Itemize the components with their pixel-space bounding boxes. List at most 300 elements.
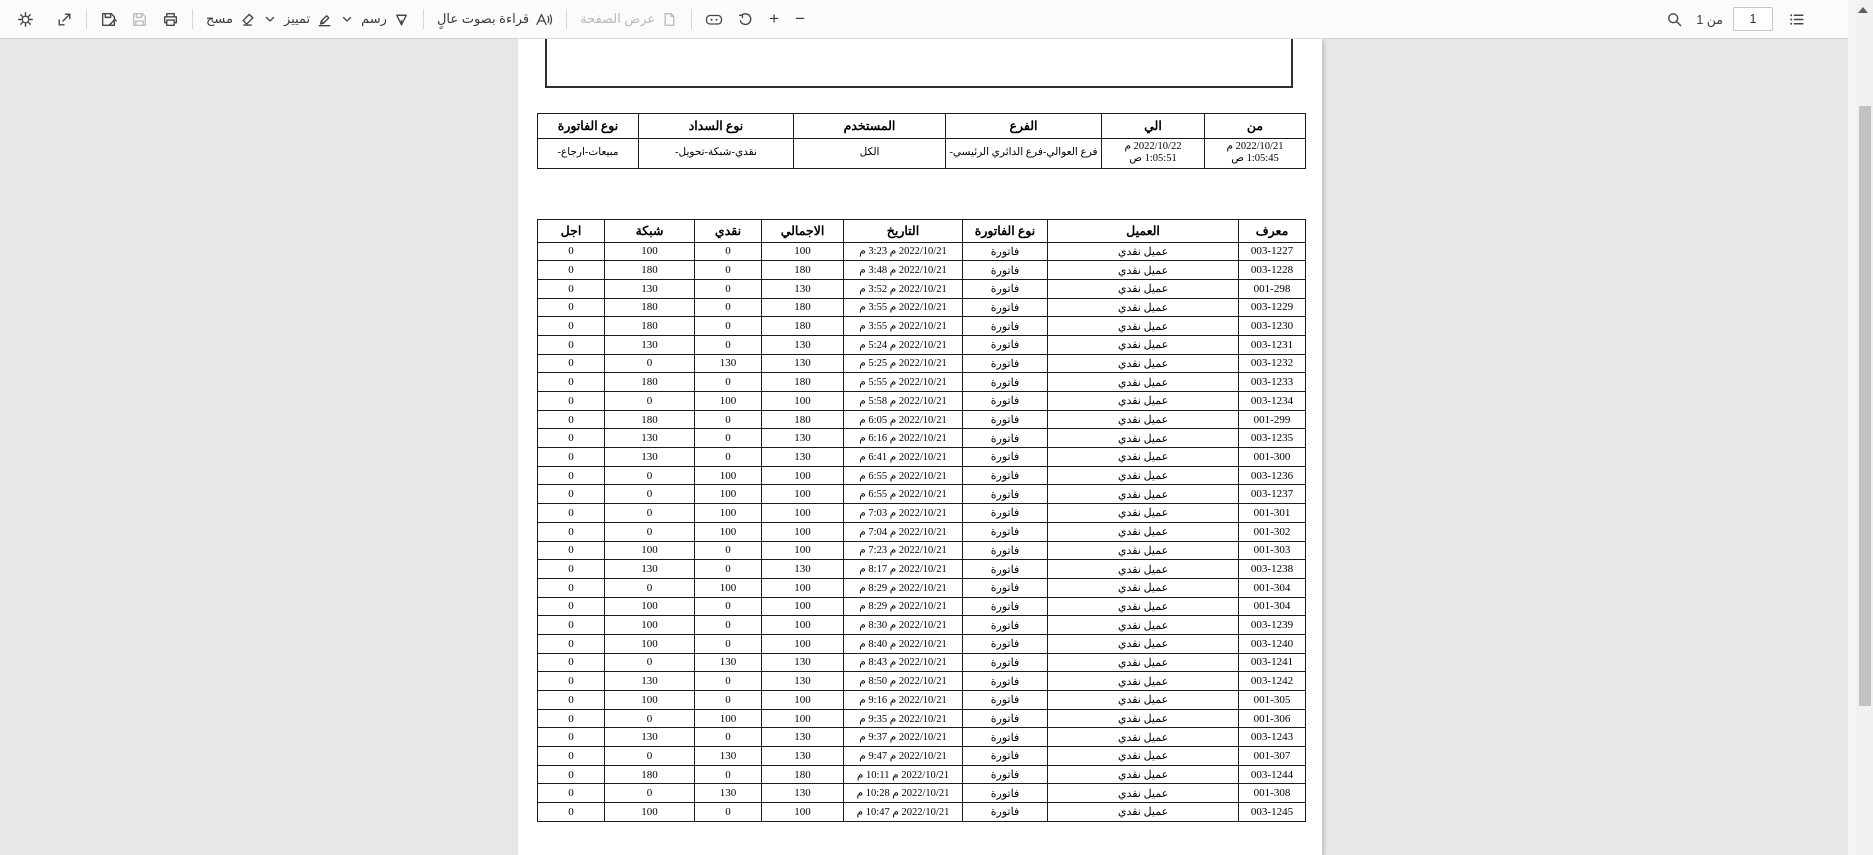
invoice-card: 100 xyxy=(605,541,695,560)
table-row xyxy=(538,803,1306,822)
zoom-in-button[interactable] xyxy=(761,4,787,34)
invoice-customer: عميل نقدي xyxy=(1048,504,1239,523)
invoice-type: فاتورة xyxy=(963,261,1048,280)
invoice-type: فاتورة xyxy=(963,354,1048,373)
invoice-cash: 0 xyxy=(695,541,762,560)
table-row xyxy=(538,466,1306,485)
invoice-date: 2022/10/21 م 3:23 م xyxy=(844,242,963,261)
invoice-card: 0 xyxy=(605,392,695,411)
invoice-card: 130 xyxy=(605,429,695,448)
invoice-id: 003-1228 xyxy=(1239,261,1306,280)
invoice-date: 2022/10/21 م 9:35 م xyxy=(844,709,963,728)
table-row xyxy=(538,298,1306,317)
invoice-customer: عميل نقدي xyxy=(1048,578,1239,597)
filter-column-header: نوع السداد xyxy=(639,114,794,139)
settings-button[interactable] xyxy=(10,4,41,34)
invoice-type: فاتورة xyxy=(963,653,1048,672)
invoice-total: 100 xyxy=(762,485,844,504)
invoice-customer: عميل نقدي xyxy=(1048,466,1239,485)
invoice-customer: عميل نقدي xyxy=(1048,354,1239,373)
invoice-total: 180 xyxy=(762,298,844,317)
invoice-credit: 0 xyxy=(538,279,605,298)
invoice-card: 130 xyxy=(605,279,695,298)
invoices-table xyxy=(537,219,1306,822)
invoice-id: 003-1231 xyxy=(1239,335,1306,354)
invoice-type: فاتورة xyxy=(963,504,1048,523)
toolbar-separator xyxy=(423,9,424,29)
filter-table xyxy=(537,113,1306,169)
invoice-card: 180 xyxy=(605,317,695,336)
invoice-cash: 0 xyxy=(695,242,762,261)
invoice-cash: 130 xyxy=(695,653,762,672)
invoice-credit: 0 xyxy=(538,634,605,653)
fullscreen-button[interactable] xyxy=(49,4,80,34)
invoice-credit: 0 xyxy=(538,616,605,635)
invoice-customer: عميل نقدي xyxy=(1048,728,1239,747)
invoice-customer: عميل نقدي xyxy=(1048,429,1239,448)
invoice-id: 001-302 xyxy=(1239,522,1306,541)
invoice-credit: 0 xyxy=(538,597,605,616)
invoice-card: 0 xyxy=(605,485,695,504)
invoice-date: 2022/10/21 م 8:29 م xyxy=(844,578,963,597)
table-row xyxy=(538,634,1306,653)
invoice-id: 003-1227 xyxy=(1239,242,1306,261)
filter-column-header: من xyxy=(1205,114,1306,139)
invoice-customer: عميل نقدي xyxy=(1048,317,1239,336)
page-icon xyxy=(661,11,678,28)
invoice-cash: 0 xyxy=(695,803,762,822)
page-view-button[interactable] xyxy=(573,4,685,34)
invoice-cash: 0 xyxy=(695,298,762,317)
page-view-label: عرض الصفحة xyxy=(580,11,656,26)
invoice-type: فاتورة xyxy=(963,279,1048,298)
invoice-card: 180 xyxy=(605,765,695,784)
page-number-input[interactable] xyxy=(1733,7,1773,31)
invoices-table-header-row xyxy=(538,220,1306,243)
table-row xyxy=(538,597,1306,616)
invoice-total: 130 xyxy=(762,784,844,803)
invoice-credit: 0 xyxy=(538,747,605,766)
invoice-customer: عميل نقدي xyxy=(1048,279,1239,298)
invoice-date: 2022/10/21 م 5:58 م xyxy=(844,392,963,411)
invoice-customer: عميل نقدي xyxy=(1048,709,1239,728)
invoice-id: 003-1229 xyxy=(1239,298,1306,317)
table-row xyxy=(538,616,1306,635)
table-row xyxy=(538,261,1306,280)
invoice-type: فاتورة xyxy=(963,448,1048,467)
invoice-cash: 130 xyxy=(695,784,762,803)
toolbar-separator xyxy=(86,9,87,29)
highlighter-icon xyxy=(316,11,333,28)
invoice-credit: 0 xyxy=(538,410,605,429)
invoice-type: فاتورة xyxy=(963,410,1048,429)
invoice-type: فاتورة xyxy=(963,616,1048,635)
invoice-credit: 0 xyxy=(538,373,605,392)
invoice-total: 130 xyxy=(762,728,844,747)
invoice-id: 001-307 xyxy=(1239,747,1306,766)
invoice-customer: عميل نقدي xyxy=(1048,747,1239,766)
invoice-type: فاتورة xyxy=(963,522,1048,541)
table-row xyxy=(538,691,1306,710)
invoice-id: 003-1241 xyxy=(1239,653,1306,672)
invoice-column-header: نوع الفاتورة xyxy=(963,220,1048,243)
toc-list-icon xyxy=(1788,11,1805,28)
scrollbar-up-arrow-icon[interactable] xyxy=(1858,7,1868,13)
invoice-id: 001-304 xyxy=(1239,578,1306,597)
invoice-card: 0 xyxy=(605,709,695,728)
invoice-date: 2022/10/21 م 10:47 م xyxy=(844,803,963,822)
invoice-column-header: معرف xyxy=(1239,220,1306,243)
save-button[interactable] xyxy=(124,4,155,34)
invoice-card: 130 xyxy=(605,335,695,354)
toolbar-separator xyxy=(566,9,567,29)
invoice-card: 0 xyxy=(605,354,695,373)
invoice-cash: 100 xyxy=(695,466,762,485)
erase-button[interactable] xyxy=(199,4,263,34)
invoice-card: 130 xyxy=(605,560,695,579)
invoice-cash: 0 xyxy=(695,429,762,448)
invoice-total: 180 xyxy=(762,410,844,429)
invoice-cash: 100 xyxy=(695,578,762,597)
invoice-type: فاتورة xyxy=(963,485,1048,504)
invoice-credit: 0 xyxy=(538,672,605,691)
invoice-type: فاتورة xyxy=(963,709,1048,728)
filter-value: مبيعات-ارجاع- xyxy=(538,139,639,169)
invoice-id: 001-305 xyxy=(1239,691,1306,710)
zoom-out-label: − xyxy=(795,9,806,28)
invoice-card: 180 xyxy=(605,373,695,392)
invoice-credit: 0 xyxy=(538,504,605,523)
invoice-id: 003-1236 xyxy=(1239,466,1306,485)
invoice-id: 001-299 xyxy=(1239,410,1306,429)
table-row xyxy=(538,429,1306,448)
invoice-id: 001-301 xyxy=(1239,504,1306,523)
invoice-column-header: العميل xyxy=(1048,220,1239,243)
invoice-cash: 0 xyxy=(695,672,762,691)
invoice-total: 130 xyxy=(762,354,844,373)
invoice-credit: 0 xyxy=(538,317,605,336)
pdf-content-area xyxy=(0,39,1848,855)
invoice-type: فاتورة xyxy=(963,672,1048,691)
invoice-cash: 0 xyxy=(695,728,762,747)
invoice-credit: 0 xyxy=(538,392,605,411)
invoice-id: 003-1234 xyxy=(1239,392,1306,411)
save-as-button[interactable] xyxy=(93,4,124,34)
invoice-id: 003-1238 xyxy=(1239,560,1306,579)
invoice-date: 2022/10/21 م 6:55 م xyxy=(844,466,963,485)
invoice-type: فاتورة xyxy=(963,373,1048,392)
invoice-total: 100 xyxy=(762,504,844,523)
invoice-id: 003-1232 xyxy=(1239,354,1306,373)
invoice-credit: 0 xyxy=(538,485,605,504)
invoice-credit: 0 xyxy=(538,261,605,280)
read-aloud-button[interactable] xyxy=(430,4,560,34)
invoice-card: 0 xyxy=(605,784,695,803)
invoice-credit: 0 xyxy=(538,784,605,803)
invoice-credit: 0 xyxy=(538,466,605,485)
invoice-column-header: اجل xyxy=(538,220,605,243)
invoice-type: فاتورة xyxy=(963,392,1048,411)
table-row xyxy=(538,373,1306,392)
filter-value: 2022/10/21 م 1:05:45 ص xyxy=(1205,139,1306,169)
invoice-card: 100 xyxy=(605,616,695,635)
invoice-date: 2022/10/21 م 8:50 م xyxy=(844,672,963,691)
invoice-customer: عميل نقدي xyxy=(1048,522,1239,541)
invoice-card: 0 xyxy=(605,504,695,523)
invoice-total: 130 xyxy=(762,653,844,672)
invoice-date: 2022/10/21 م 9:47 م xyxy=(844,747,963,766)
invoice-customer: عميل نقدي xyxy=(1048,765,1239,784)
invoice-credit: 0 xyxy=(538,429,605,448)
invoice-type: فاتورة xyxy=(963,429,1048,448)
invoice-date: 2022/10/21 م 10:11 م xyxy=(844,765,963,784)
table-row xyxy=(538,485,1306,504)
table-row xyxy=(538,578,1306,597)
table-row xyxy=(538,653,1306,672)
scrollbar xyxy=(1848,0,1873,855)
table-row xyxy=(538,728,1306,747)
invoice-type: فاتورة xyxy=(963,242,1048,261)
invoice-cash: 0 xyxy=(695,597,762,616)
table-row xyxy=(538,672,1306,691)
invoice-card: 100 xyxy=(605,597,695,616)
invoice-credit: 0 xyxy=(538,691,605,710)
filter-value: 2022/10/22 م 1:05:51 ص xyxy=(1102,139,1205,169)
invoice-customer: عميل نقدي xyxy=(1048,392,1239,411)
invoice-date: 2022/10/21 م 7:04 م xyxy=(844,522,963,541)
invoice-credit: 0 xyxy=(538,653,605,672)
invoice-total: 100 xyxy=(762,616,844,635)
invoice-credit: 0 xyxy=(538,578,605,597)
invoice-column-header: الاجمالي xyxy=(762,220,844,243)
invoice-cash: 130 xyxy=(695,747,762,766)
eraser-icon xyxy=(239,11,256,28)
pen-icon xyxy=(393,11,410,28)
invoice-date: 2022/10/21 م 6:55 م xyxy=(844,485,963,504)
invoice-date: 2022/10/21 م 7:03 م xyxy=(844,504,963,523)
invoice-cash: 0 xyxy=(695,448,762,467)
invoice-id: 003-1244 xyxy=(1239,765,1306,784)
invoice-id: 001-298 xyxy=(1239,279,1306,298)
read-aloud-icon xyxy=(535,11,553,28)
invoice-total: 100 xyxy=(762,242,844,261)
invoice-column-header: شبكة xyxy=(605,220,695,243)
print-button[interactable] xyxy=(155,4,186,34)
invoice-id: 003-1230 xyxy=(1239,317,1306,336)
filter-column-header: المستخدم xyxy=(794,114,946,139)
invoice-total: 100 xyxy=(762,392,844,411)
invoice-type: فاتورة xyxy=(963,298,1048,317)
invoice-customer: عميل نقدي xyxy=(1048,653,1239,672)
invoice-date: 2022/10/21 م 5:24 م xyxy=(844,335,963,354)
invoice-column-header: نقدي xyxy=(695,220,762,243)
table-row xyxy=(538,392,1306,411)
invoice-date: 2022/10/21 م 8:43 م xyxy=(844,653,963,672)
filter-value: نقدي-شبكة-تحويل- xyxy=(639,139,794,169)
invoice-customer: عميل نقدي xyxy=(1048,672,1239,691)
highlight-label: تمييز xyxy=(283,11,311,26)
invoice-customer: عميل نقدي xyxy=(1048,634,1239,653)
filter-column-header: الي xyxy=(1102,114,1205,139)
invoice-customer: عميل نقدي xyxy=(1048,616,1239,635)
invoice-customer: عميل نقدي xyxy=(1048,485,1239,504)
invoice-customer: عميل نقدي xyxy=(1048,803,1239,822)
invoice-credit: 0 xyxy=(538,560,605,579)
invoice-id: 003-1239 xyxy=(1239,616,1306,635)
invoice-credit: 0 xyxy=(538,765,605,784)
invoice-total: 100 xyxy=(762,541,844,560)
table-of-contents-button[interactable] xyxy=(1781,4,1812,34)
invoice-cash: 0 xyxy=(695,765,762,784)
invoice-cash: 100 xyxy=(695,522,762,541)
table-row xyxy=(538,410,1306,429)
rotate-icon xyxy=(737,11,754,28)
invoice-credit: 0 xyxy=(538,354,605,373)
invoice-type: فاتورة xyxy=(963,634,1048,653)
table-row xyxy=(538,335,1306,354)
invoice-type: فاتورة xyxy=(963,541,1048,560)
table-row xyxy=(538,317,1306,336)
invoice-date: 2022/10/21 م 8:17 م xyxy=(844,560,963,579)
invoice-date: 2022/10/21 م 8:29 م xyxy=(844,597,963,616)
invoice-card: 100 xyxy=(605,803,695,822)
gear-icon xyxy=(17,11,34,28)
invoice-total: 130 xyxy=(762,429,844,448)
invoice-customer: عميل نقدي xyxy=(1048,335,1239,354)
zoom-out-button[interactable] xyxy=(787,4,813,34)
invoice-id: 003-1237 xyxy=(1239,485,1306,504)
invoice-type: فاتورة xyxy=(963,317,1048,336)
invoice-date: 2022/10/21 م 8:30 م xyxy=(844,616,963,635)
table-row xyxy=(538,279,1306,298)
filter-table-data-row xyxy=(538,139,1306,169)
invoice-credit: 0 xyxy=(538,709,605,728)
invoice-type: فاتورة xyxy=(963,784,1048,803)
table-row xyxy=(538,541,1306,560)
erase-label: مسح xyxy=(206,11,233,26)
invoice-total: 130 xyxy=(762,672,844,691)
report-body xyxy=(537,39,1305,855)
filter-column-header: نوع الفاتورة xyxy=(538,114,639,139)
pdf-page xyxy=(518,39,1322,855)
printer-icon xyxy=(162,11,179,28)
table-row xyxy=(538,448,1306,467)
invoice-cash: 130 xyxy=(695,354,762,373)
invoice-id: 003-1242 xyxy=(1239,672,1306,691)
invoice-customer: عميل نقدي xyxy=(1048,560,1239,579)
invoice-total: 100 xyxy=(762,466,844,485)
invoice-cash: 0 xyxy=(695,691,762,710)
invoice-date: 2022/10/21 م 3:52 م xyxy=(844,279,963,298)
invoice-card: 100 xyxy=(605,634,695,653)
search-button[interactable] xyxy=(1659,4,1690,34)
invoice-id: 001-304 xyxy=(1239,597,1306,616)
report-title-box-cutoff xyxy=(545,39,1293,88)
invoice-card: 130 xyxy=(605,672,695,691)
invoice-total: 180 xyxy=(762,765,844,784)
invoice-cash: 0 xyxy=(695,616,762,635)
highlight-chevron-down-icon[interactable] xyxy=(342,16,352,23)
invoice-credit: 0 xyxy=(538,335,605,354)
invoice-id: 003-1240 xyxy=(1239,634,1306,653)
invoice-credit: 0 xyxy=(538,298,605,317)
invoice-total: 130 xyxy=(762,448,844,467)
table-row xyxy=(538,522,1306,541)
table-row xyxy=(538,354,1306,373)
invoice-cash: 0 xyxy=(695,317,762,336)
filter-column-header: الفرع xyxy=(946,114,1102,139)
invoice-total: 130 xyxy=(762,279,844,298)
invoice-total: 100 xyxy=(762,691,844,710)
invoice-date: 2022/10/21 م 7:23 م xyxy=(844,541,963,560)
erase-chevron-down-icon[interactable] xyxy=(265,16,275,23)
invoice-card: 100 xyxy=(605,242,695,261)
highlight-button[interactable] xyxy=(277,4,340,34)
invoice-id: 001-300 xyxy=(1239,448,1306,467)
rotate-button[interactable] xyxy=(730,4,761,34)
invoice-date: 2022/10/21 م 5:25 م xyxy=(844,354,963,373)
invoice-type: فاتورة xyxy=(963,597,1048,616)
invoice-card: 0 xyxy=(605,578,695,597)
invoice-id: 003-1235 xyxy=(1239,429,1306,448)
invoice-type: فاتورة xyxy=(963,335,1048,354)
invoice-customer: عميل نقدي xyxy=(1048,597,1239,616)
invoice-total: 130 xyxy=(762,747,844,766)
draw-button[interactable] xyxy=(354,4,417,34)
invoice-cash: 0 xyxy=(695,279,762,298)
invoice-credit: 0 xyxy=(538,448,605,467)
invoice-card: 100 xyxy=(605,691,695,710)
invoice-date: 2022/10/21 م 6:16 م xyxy=(844,429,963,448)
zoom-in-label: + xyxy=(769,9,780,28)
invoice-total: 180 xyxy=(762,261,844,280)
invoice-total: 130 xyxy=(762,560,844,579)
search-icon xyxy=(1666,11,1683,28)
toolbar-separator xyxy=(192,9,193,29)
fit-to-width-button[interactable] xyxy=(698,4,730,34)
scrollbar-thumb[interactable] xyxy=(1859,106,1871,706)
invoice-total: 100 xyxy=(762,634,844,653)
invoice-customer: عميل نقدي xyxy=(1048,242,1239,261)
invoice-cash: 0 xyxy=(695,261,762,280)
invoice-cash: 100 xyxy=(695,709,762,728)
invoice-id: 003-1243 xyxy=(1239,728,1306,747)
filter-table-header-row xyxy=(538,114,1306,139)
invoice-customer: عميل نقدي xyxy=(1048,298,1239,317)
expand-arrow-icon xyxy=(56,11,73,28)
invoice-cash: 0 xyxy=(695,335,762,354)
invoice-cash: 0 xyxy=(695,560,762,579)
invoice-type: فاتورة xyxy=(963,691,1048,710)
invoice-card: 0 xyxy=(605,522,695,541)
invoice-credit: 0 xyxy=(538,242,605,261)
table-row xyxy=(538,709,1306,728)
invoice-id: 001-306 xyxy=(1239,709,1306,728)
invoice-date: 2022/10/21 م 10:28 م xyxy=(844,784,963,803)
invoice-date: 2022/10/21 م 3:48 م xyxy=(844,261,963,280)
invoice-id: 003-1245 xyxy=(1239,803,1306,822)
table-row xyxy=(538,765,1306,784)
invoice-credit: 0 xyxy=(538,728,605,747)
invoice-type: فاتورة xyxy=(963,728,1048,747)
invoice-total: 100 xyxy=(762,597,844,616)
invoice-type: فاتورة xyxy=(963,803,1048,822)
invoice-card: 130 xyxy=(605,448,695,467)
invoice-date: 2022/10/21 م 8:40 م xyxy=(844,634,963,653)
invoice-column-header: التاريخ xyxy=(844,220,963,243)
invoice-cash: 0 xyxy=(695,410,762,429)
invoice-card: 0 xyxy=(605,466,695,485)
